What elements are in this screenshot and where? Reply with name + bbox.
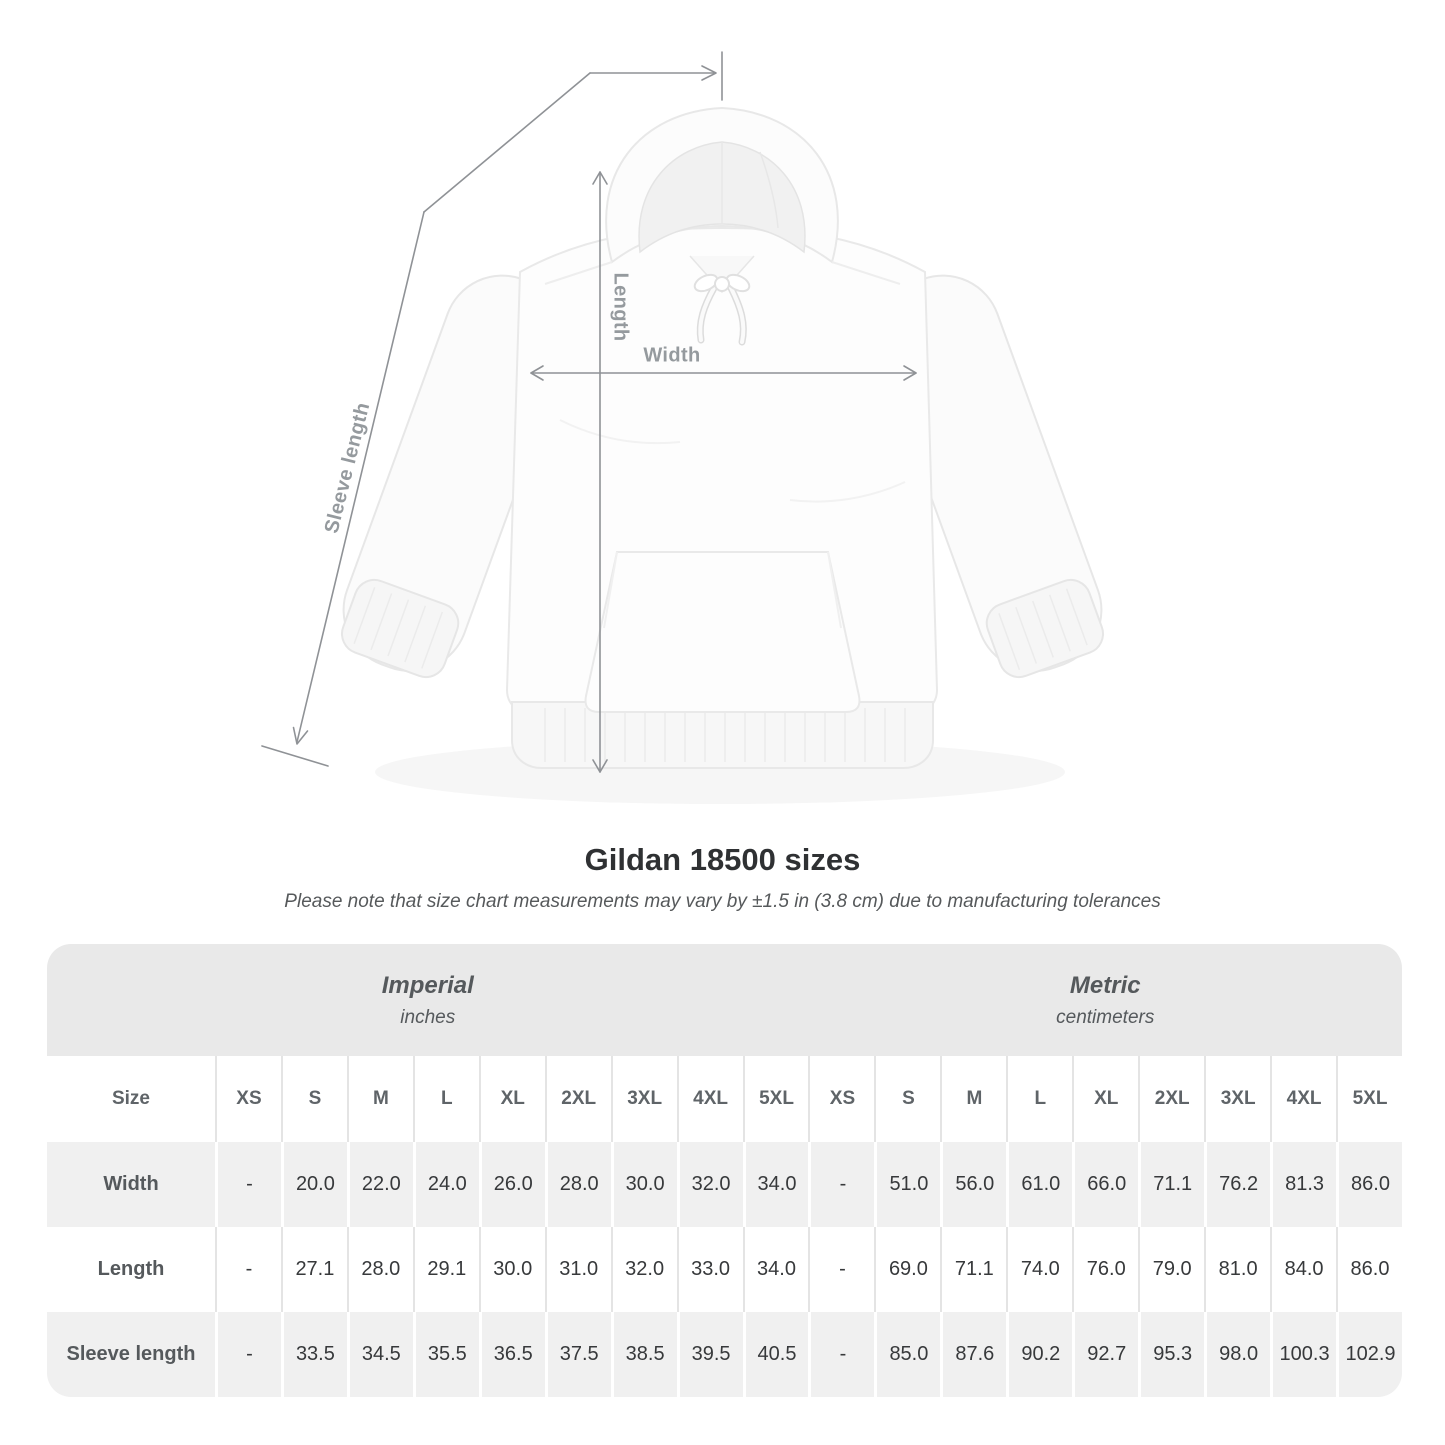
size-header-row: [47, 1056, 1402, 1142]
size-value: 92.7: [1072, 1312, 1138, 1397]
imperial-unit: inches: [400, 1006, 456, 1028]
page-title: Gildan 18500 sizes: [584, 842, 861, 877]
size-value: 85.0: [874, 1312, 940, 1397]
kangaroo-pocket: [586, 552, 860, 712]
size-value: 100.3: [1270, 1312, 1336, 1397]
size-value: 66.0: [1072, 1142, 1138, 1227]
size-value: 31.0: [545, 1227, 611, 1312]
size-value: 27.1: [281, 1227, 347, 1312]
size-grid: [47, 1056, 1402, 1397]
size-column-header: L: [1006, 1056, 1072, 1142]
size-value: 20.0: [281, 1142, 347, 1227]
size-value: -: [215, 1227, 281, 1312]
size-value: 29.1: [413, 1227, 479, 1312]
size-value: 30.0: [611, 1142, 677, 1227]
size-value: 86.0: [1336, 1142, 1402, 1227]
size-value: -: [808, 1142, 874, 1227]
size-value: 36.5: [479, 1312, 545, 1397]
size-column-header: 2XL: [1138, 1056, 1204, 1142]
size-value: 61.0: [1006, 1142, 1072, 1227]
size-value: 74.0: [1006, 1227, 1072, 1312]
unit-header-band: [47, 944, 1402, 1056]
measurement-row: [47, 1142, 1402, 1227]
size-value: -: [215, 1312, 281, 1397]
size-column-header: 4XL: [677, 1056, 743, 1142]
size-column-header: XS: [808, 1056, 874, 1142]
size-value: -: [808, 1227, 874, 1312]
size-value: 51.0: [874, 1142, 940, 1227]
size-value: 22.0: [347, 1142, 413, 1227]
size-column-header: 5XL: [743, 1056, 809, 1142]
size-column-header: XL: [1072, 1056, 1138, 1142]
size-value: 33.5: [281, 1312, 347, 1397]
size-value: 34.0: [743, 1142, 809, 1227]
size-column-header: S: [281, 1056, 347, 1142]
size-value: 34.0: [743, 1227, 809, 1312]
size-value: 32.0: [611, 1227, 677, 1312]
size-column-header: 5XL: [1336, 1056, 1402, 1142]
size-value: 56.0: [940, 1142, 1006, 1227]
width-label: Width: [643, 344, 701, 367]
size-value: 69.0: [874, 1227, 940, 1312]
size-value: 90.2: [1006, 1312, 1072, 1397]
size-value: 81.3: [1270, 1142, 1336, 1227]
size-value: 71.1: [940, 1227, 1006, 1312]
measurement-row: [47, 1227, 1402, 1312]
size-value: 39.5: [677, 1312, 743, 1397]
size-value: 86.0: [1336, 1227, 1402, 1312]
size-value: 79.0: [1138, 1227, 1204, 1312]
size-corner-label: Size: [111, 1088, 151, 1109]
metric-unit: centimeters: [1056, 1006, 1155, 1028]
size-column-header: L: [413, 1056, 479, 1142]
size-value: 34.5: [347, 1312, 413, 1397]
size-value: 28.0: [545, 1142, 611, 1227]
imperial-header: [47, 944, 809, 1056]
size-value: 76.2: [1204, 1142, 1270, 1227]
size-value: 81.0: [1204, 1227, 1270, 1312]
size-value: 35.5: [413, 1312, 479, 1397]
imperial-title: Imperial: [381, 971, 474, 999]
size-value: 40.5: [743, 1312, 809, 1397]
size-column-header: S: [874, 1056, 940, 1142]
size-column-header: 3XL: [1204, 1056, 1270, 1142]
size-value: 102.9: [1336, 1312, 1402, 1397]
size-value: 24.0: [413, 1142, 479, 1227]
metric-title: Metric: [1069, 971, 1141, 999]
measurement-row: [47, 1312, 1402, 1397]
row-label: Sleeve length: [66, 1343, 196, 1365]
row-label: Length: [97, 1258, 165, 1280]
size-value: -: [808, 1312, 874, 1397]
size-value: 30.0: [479, 1227, 545, 1312]
size-value: 87.6: [940, 1312, 1006, 1397]
size-table: [47, 944, 1402, 1397]
size-value: 38.5: [611, 1312, 677, 1397]
size-column-header: M: [940, 1056, 1006, 1142]
size-value: 32.0: [677, 1142, 743, 1227]
size-value: 26.0: [479, 1142, 545, 1227]
size-value: 84.0: [1270, 1227, 1336, 1312]
size-value: 95.3: [1138, 1312, 1204, 1397]
size-column-header: 2XL: [545, 1056, 611, 1142]
sleeve-length-label: Sleeve length: [320, 400, 375, 536]
size-value: 71.1: [1138, 1142, 1204, 1227]
metric-header: [809, 944, 1403, 1056]
size-column-header: XL: [479, 1056, 545, 1142]
size-value: 98.0: [1204, 1312, 1270, 1397]
length-label: Length: [609, 272, 632, 342]
size-column-header: XS: [215, 1056, 281, 1142]
size-value: 28.0: [347, 1227, 413, 1312]
size-column-header: M: [347, 1056, 413, 1142]
size-column-header: 3XL: [611, 1056, 677, 1142]
size-column-header: 4XL: [1270, 1056, 1336, 1142]
tolerance-note: Please note that size chart measurements may vary by ±1.5 in (3.8 cm) due to manufacturing tolerances: [284, 891, 1161, 912]
size-value: 37.5: [545, 1312, 611, 1397]
size-value: 33.0: [677, 1227, 743, 1312]
row-label: Width: [103, 1173, 159, 1195]
size-value: -: [215, 1142, 281, 1227]
size-value: 76.0: [1072, 1227, 1138, 1312]
